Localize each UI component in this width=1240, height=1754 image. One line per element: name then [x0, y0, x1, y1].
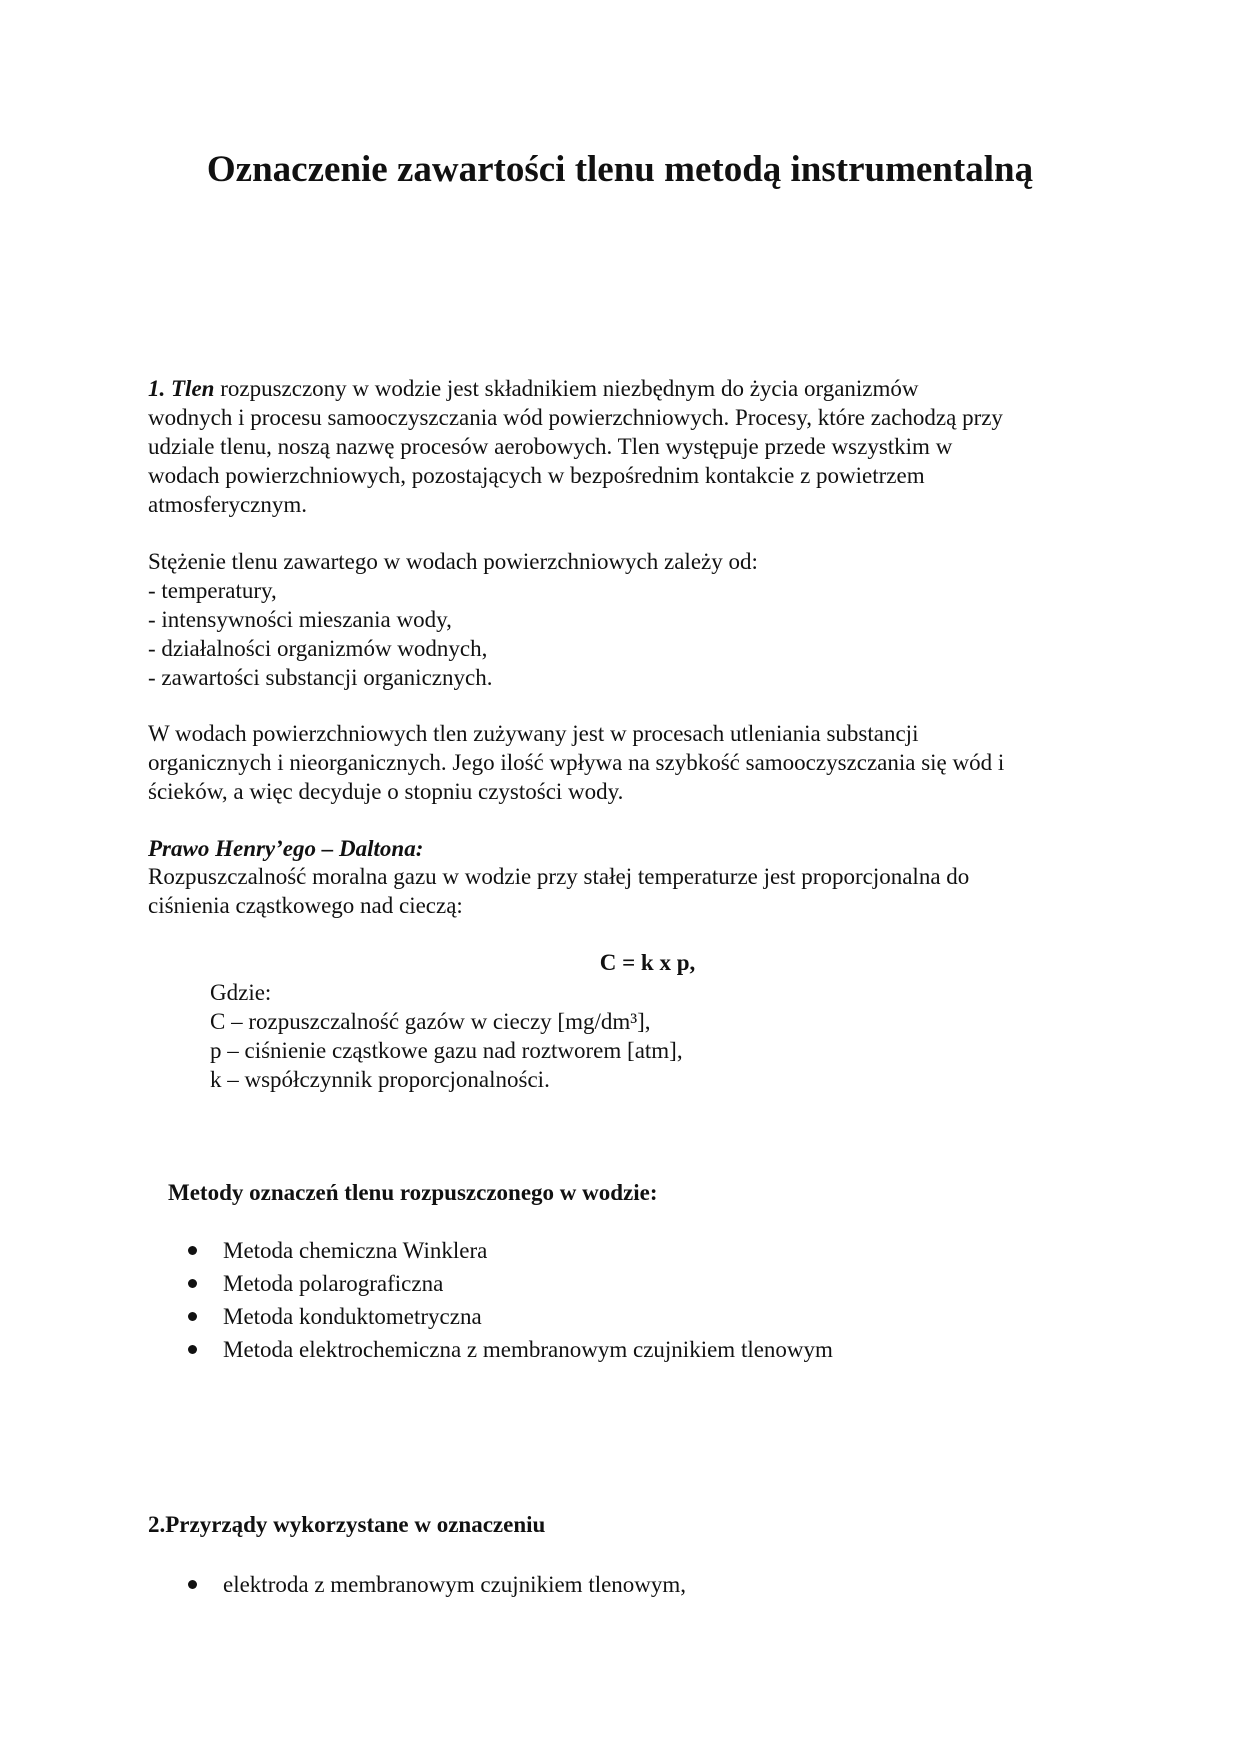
paragraph-line: udziale tlenu, noszą nazwę procesów aerobowych. Tlen występuje przede wszystkim w — [148, 434, 953, 459]
bullet-icon — [188, 1312, 197, 1321]
definition-line: C – rozpuszczalność gazów w cieczy [mg/dm³], — [210, 1009, 651, 1034]
paragraph-line: Rozpuszczalność moralna gazu w wodzie przy stałej temperaturze jest proporcjonalna do — [148, 864, 970, 889]
paragraph-oxygen-factors — [148, 547, 1088, 692]
law-statement — [148, 862, 1088, 920]
definition-line: k – współczynnik proporcjonalności. — [210, 1067, 550, 1092]
list-item: Metoda chemiczna Winklera — [0, 1234, 1240, 1267]
document-title: Oznaczenie zawartości tlenu metodą instrumentalną — [206, 149, 1034, 190]
paragraph-line: Stężenie tlenu zawartego w wodach powierzchniowych zależy od: — [148, 549, 758, 574]
factor-item: - intensywności mieszania wody, — [148, 607, 452, 632]
bullet-icon — [188, 1580, 197, 1589]
paragraph-line: atmosferycznym. — [148, 492, 308, 517]
definition-line: p – ciśnienie cząstkowe gazu nad roztworem [atm], — [210, 1038, 683, 1063]
paragraph-line: wodnych i procesu samooczyszczania wód powierzchniowych. Procesy, które zachodzą przy — [148, 405, 1003, 430]
paragraph-line: wodach powierzchniowych, pozostających w bezpośrednim kontakcie z powietrzem — [148, 463, 925, 488]
factor-item: - zawartości substancji organicznych. — [148, 665, 493, 690]
bullet-icon — [188, 1345, 197, 1354]
factor-item: - działalności organizmów wodnych, — [148, 636, 488, 661]
bullet-icon — [188, 1246, 197, 1255]
list-item: Metoda polarograficzna — [0, 1267, 1240, 1300]
section-1-lead: 1. Tlen — [148, 376, 215, 401]
henry-law-formula: C = k x p, — [599, 950, 696, 975]
definition-line: Gdzie: — [210, 980, 272, 1005]
list-item: Metoda konduktometryczna — [0, 1300, 1240, 1333]
paragraph-line: rozpuszczony w wodzie jest składnikiem niezbędnym do życia organizmów — [214, 376, 919, 401]
section-2-heading: 2.Przyrządy wykorzystane w oznaczeniu — [148, 1512, 546, 1537]
paragraph-line: ścieków, a więc decyduje o stopniu czystości wody. — [148, 779, 624, 804]
paragraph-oxygen-intro — [148, 374, 1088, 519]
list-item: elektroda z membranowym czujnikiem tlenowym, — [0, 1568, 1240, 1601]
paragraph-line: ciśnienia cząstkowego nad cieczą: — [148, 893, 463, 918]
bullet-icon — [188, 1279, 197, 1288]
tools-list — [0, 1568, 1240, 1601]
factor-item: - temperatury, — [148, 578, 277, 603]
methods-list — [0, 1234, 1240, 1366]
paragraph-line: organicznych i nieorganicznych. Jego ilość wpływa na szybkość samooczyszczania się wód i — [148, 750, 1005, 775]
formula-definitions — [210, 978, 1010, 1094]
paragraph-line: W wodach powierzchniowych tlen zużywany jest w procesach utleniania substancji — [148, 721, 919, 746]
paragraph-oxygen-usage — [148, 719, 1088, 806]
methods-heading: Metody oznaczeń tlenu rozpuszczonego w wodzie: — [168, 1180, 658, 1205]
list-item: Metoda elektrochemiczna z membranowym czujnikiem tlenowym — [0, 1333, 1240, 1366]
law-heading: Prawo Henry’ego – Daltona: — [148, 836, 424, 861]
